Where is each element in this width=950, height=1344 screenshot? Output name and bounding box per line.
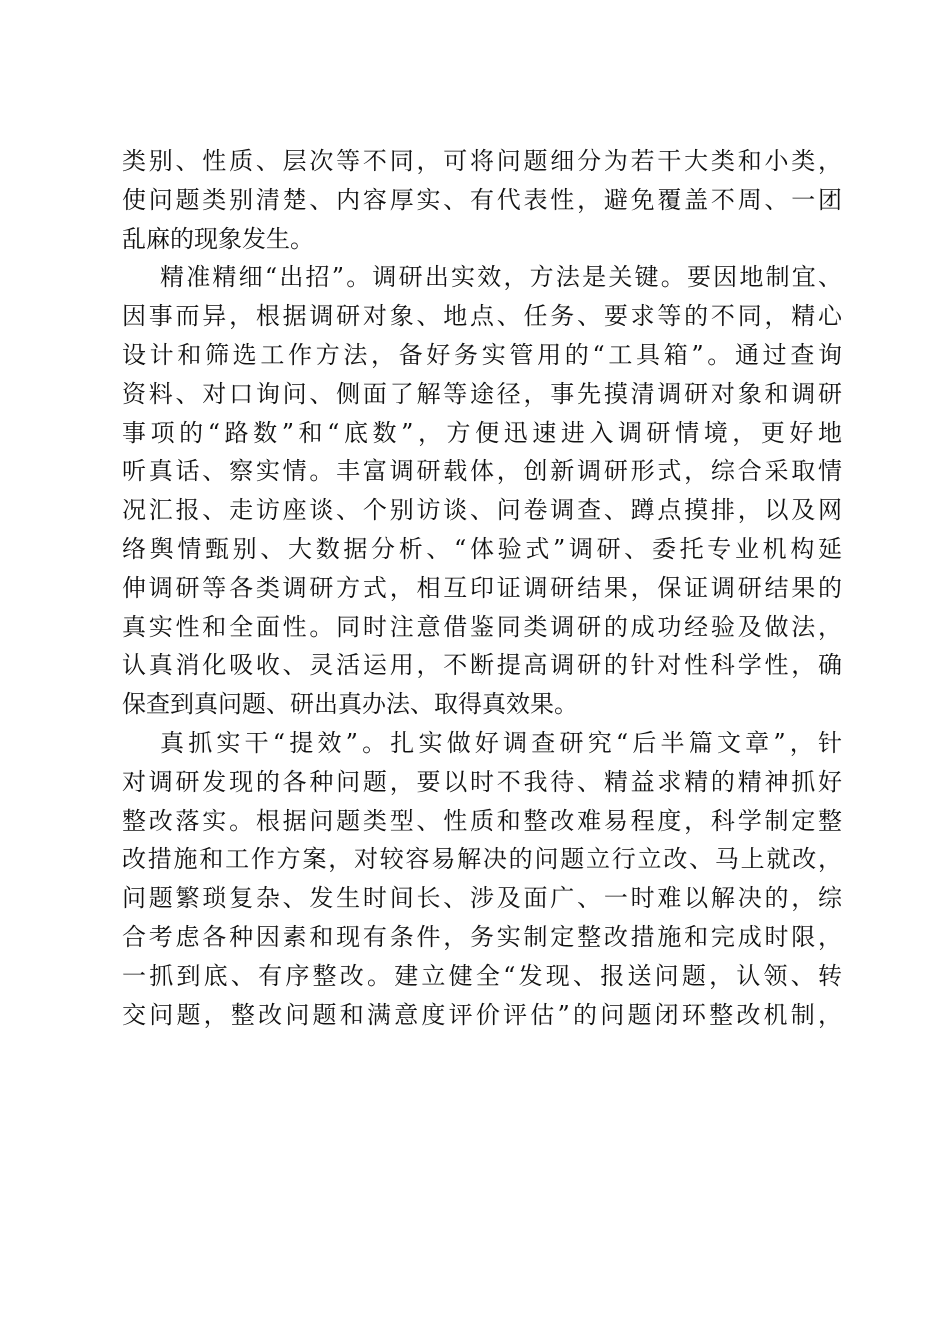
text-line: 设计和筛选工作方法，备好务实管用的“工具箱”。通过查询 (122, 340, 842, 369)
text-line: 事项的“路数”和“底数”，方便迅速进入调研情境，更好地 (122, 418, 842, 447)
text-line: 络舆情甄别、大数据分析、“体验式”调研、委托专业机构延 (122, 534, 842, 563)
text-line: 听真话、察实情。丰富调研载体，创新调研形式，综合采取情 (122, 457, 842, 486)
paragraph-heading-line: 精准精细“出招”。调研出实效，方法是关键。要因地制宜、 (160, 263, 842, 292)
text-line: 交问题，整改问题和满意度评价评估”的问题闭环整改机制， (122, 1000, 842, 1029)
text-line: 整改落实。根据问题类型、性质和整改难易程度，科学制定整 (122, 806, 842, 835)
text-line: 类别、性质、层次等不同，可将问题细分为若干大类和小类， (122, 147, 842, 175)
text-line: 使问题类别清楚、内容厚实、有代表性，避免覆盖不周、一团 (122, 185, 842, 214)
text-line: 问题繁琐复杂、发生时间长、涉及面广、一时难以解决的，综 (122, 884, 842, 913)
paragraph-heading-line: 真抓实干“提效”。扎实做好调查研究“后半篇文章”，针 (160, 728, 842, 757)
text-line: 真实性和全面性。同时注意借鉴同类调研的成功经验及做法， (122, 612, 842, 641)
text-line: 乱麻的现象发生。 (122, 224, 314, 253)
text-line: 伸调研等各类调研方式，相互印证调研结果，保证调研结果的 (122, 573, 842, 602)
text-line: 对调研发现的各种问题，要以时不我待、精益求精的精神抓好 (122, 767, 842, 796)
text-line: 一抓到底、有序整改。建立健全“发现、报送问题，认领、转 (122, 961, 842, 990)
text-line: 因事而异，根据调研对象、地点、任务、要求等的不同，精心 (122, 302, 842, 331)
document-body (122, 142, 842, 1034)
text-line: 保查到真问题、研出真办法、取得真效果。 (122, 690, 578, 719)
text-line: 资料、对口询问、侧面了解等途径，事先摸清调研对象和调研 (122, 379, 842, 408)
text-line: 改措施和工作方案，对较容易解决的问题立行立改、马上就改， (122, 845, 842, 874)
text-line: 认真消化吸收、灵活运用，不断提高调研的针对性科学性，确 (122, 651, 842, 680)
text-line: 合考虑各种因素和现有条件，务实制定整改措施和完成时限， (122, 922, 842, 951)
text-line: 况汇报、走访座谈、个别访谈、问卷调查、蹲点摸排，以及网 (122, 496, 842, 525)
